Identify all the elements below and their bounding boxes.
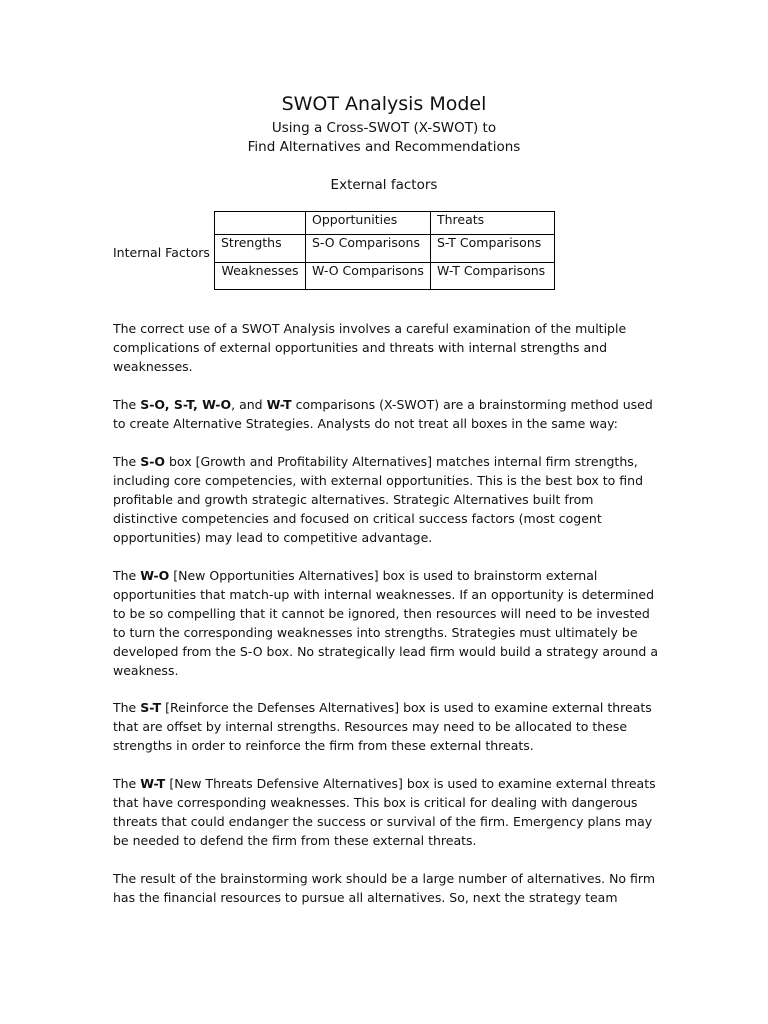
subtitle-line-2: Find Alternatives and Recommendations [247,139,521,155]
bold-run: S-O, S-T, W-O [140,397,232,412]
row-label-strengths: Strengths [215,235,306,263]
external-factors-label: External factors [330,177,438,193]
cell-wt-comparisons: W-T Comparisons [431,263,555,290]
bold-run: S-T [140,700,162,715]
text-run: [New Threats Defensive Alternatives] box is used to examine external threats that have corresponding weaknesses. This box is critical for dealing with dangerous threats that could endanger the success or survival of the firm. Emergency plans may be needed to defend the firm from these external threats. [113,776,656,848]
header-opportunities: Opportunities [306,212,431,235]
text-run: The [113,700,141,715]
bold-run: W-T [266,397,292,412]
paragraph-wt-box [113,774,658,850]
table-header-row [215,212,555,235]
cell-st-comparisons: S-T Comparisons [431,235,555,263]
row-label-weaknesses: Weaknesses [215,263,306,290]
text-run: [New Opportunities Alternatives] box is used to brainstorm external opportunities that match-up with internal weaknesses. If an opportunity is determined to be so compelling that it cannot be ignored, then resources will need to be invested to turn the corresponding weaknesses into strengths. Strategies must ultimately be developed from the S-O box. No strategically lead firm would build a strategy around a weakness. [113,568,658,678]
header-threats: Threats [431,212,555,235]
paragraph-wo-box [113,566,658,680]
table-row-strengths [215,235,555,263]
swot-matrix-table [214,211,555,290]
text-run: [Reinforce the Defenses Alternatives] box is used to examine external threats that are offset by internal strengths. Resources may need to be allocated to these strengths in order to reinforce the firm from these external threats. [113,700,652,753]
internal-factors-label: Internal Factors [113,245,210,260]
paragraph-st-box [113,698,658,755]
text-run: The [113,568,141,583]
text-run: comparisons (X-SWOT) are a brainstorming method used to create Alternative Strategies. Analysts do not treat all boxes in the same way: [113,397,653,431]
text-run: The [113,397,141,412]
bold-run: S-O [140,454,166,469]
paragraph-intro: The correct use of a SWOT Analysis involves a careful examination of the multiple complications of external opportunities and threats with internal strengths and weaknesses. [113,321,627,374]
paragraph-xswot [113,395,658,433]
cell-so-comparisons: S-O Comparisons [306,235,431,263]
text-run: The [113,776,141,791]
text-run: , and [231,397,267,412]
paragraph-so-box [113,452,658,547]
bold-run: W-T [140,776,166,791]
table-corner-cell [215,212,306,235]
text-run: box [Growth and Profitability Alternatives] matches internal firm strengths, including core competencies, with external opportunities. This is the best box to find profitable and growth strategic alternatives. Strategic Alternatives built from distinctive competencies and focused on critical success factors (most cogent opportunities) may lead to competitive advantage. [113,454,644,545]
cell-wo-comparisons: W-O Comparisons [306,263,431,290]
table-row-weaknesses [215,263,555,290]
document-title: SWOT Analysis Model [281,93,487,115]
text-run: The [113,454,141,469]
paragraph-result: The result of the brainstorming work should be a large number of alternatives. No firm has the financial resources to pursue all alternatives. So, next the strategy team [113,871,656,905]
bold-run: W-O [140,568,170,583]
subtitle-line-1: Using a Cross-SWOT (X-SWOT) to [271,120,497,136]
